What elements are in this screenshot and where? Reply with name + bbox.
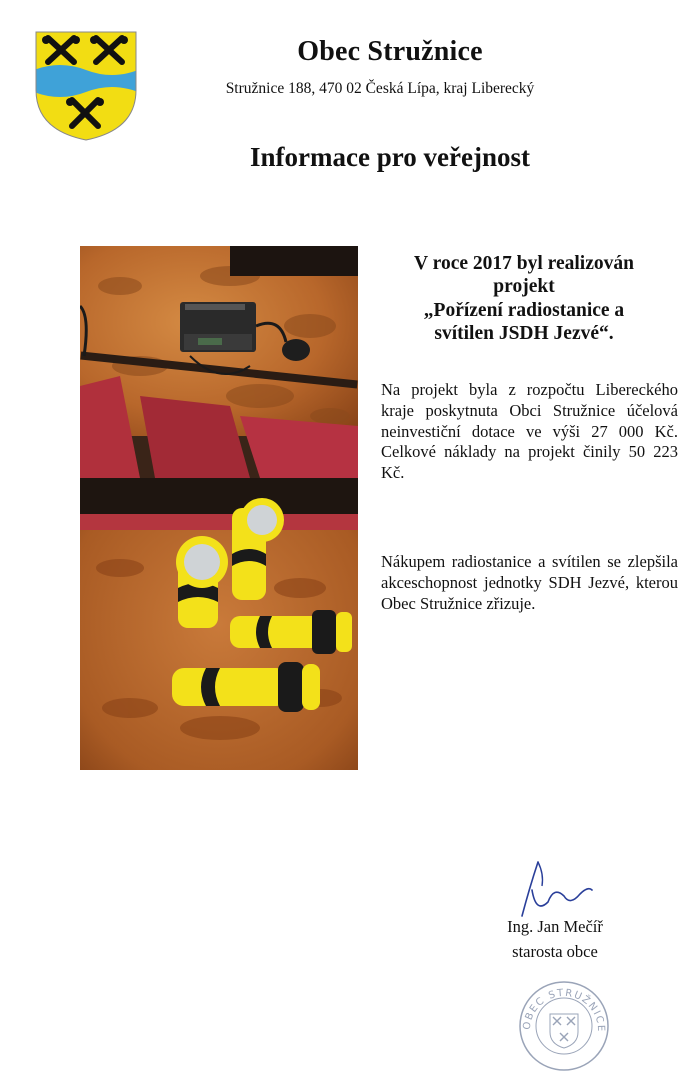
svg-text:OBEC STRUŽNICE xyxy=(522,988,606,1033)
document-title: Informace pro veřejnost xyxy=(250,142,530,172)
headline-line-2: projekt xyxy=(493,276,555,298)
outcome-paragraph: Nákupem radiostanice a svítilen se zlepšila akceschopnost jednotky SDH Jezvé, kterou Obec Stružnice zřizuje. xyxy=(381,552,678,613)
organization-address: Stružnice 188, 470 02 Česká Lípa, kraj Liberecký xyxy=(225,80,535,97)
funding-paragraph: Na projekt byla z rozpočtu Libereckého kraje poskytnuta Obci Stružnice účelová neinvestiční dotace ve výši 27 000 Kč. Celkové náklady na projekt činily 50 223 Kč. xyxy=(381,380,678,483)
project-headline xyxy=(374,252,674,346)
headline-line-3: „Pořízení radiostanice a xyxy=(423,299,625,321)
flashlights-photo xyxy=(80,478,358,770)
coat-of-arms xyxy=(34,30,138,142)
handwritten-signature xyxy=(508,856,598,922)
signatory-role: starosta obce xyxy=(512,942,598,961)
stamp-text: OBEC STRUŽNICE xyxy=(521,987,607,1033)
organization-name: Obec Stružnice xyxy=(297,36,483,67)
headline-line-1: V roce 2017 byl realizován xyxy=(414,253,634,274)
headline-line-4: svítilen JSDH Jezvé“. xyxy=(434,323,614,345)
signatory-name: Ing. Jan Mečíř xyxy=(507,917,603,936)
radio-station-photo xyxy=(80,246,358,478)
official-stamp xyxy=(516,978,612,1074)
